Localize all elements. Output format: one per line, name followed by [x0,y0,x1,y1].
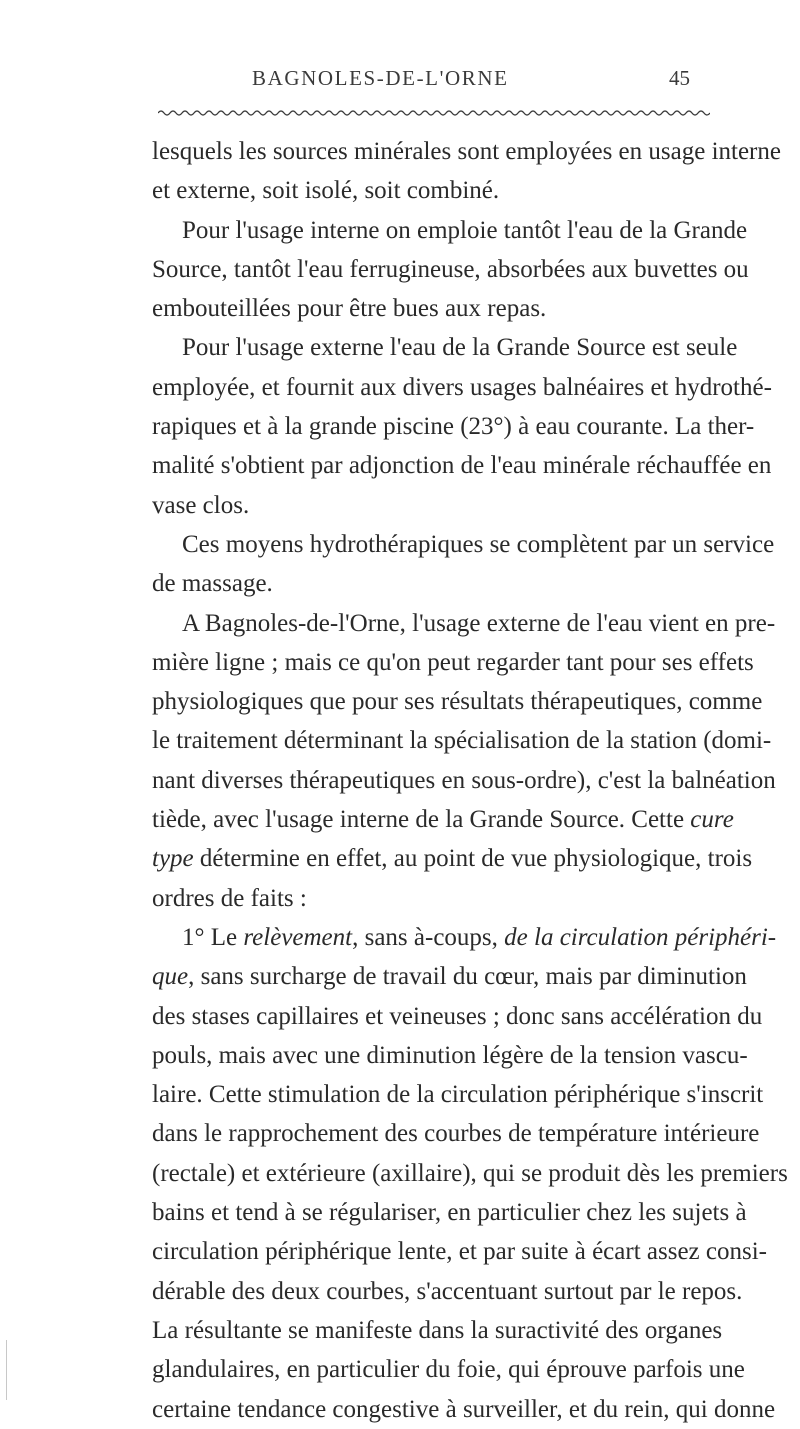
text-run: tiède, avec l'usage interne de la Grande Source. Cette [152,806,691,834]
text-line [152,132,781,171]
running-title: BAGNOLES-DE-L'ORNE [252,66,509,90]
text-run: des stases capillaires et veineuses ; donc sans accélération du [152,1002,763,1030]
text-line [152,171,712,210]
italic-text: cure [690,806,734,834]
text-run: Ces moyens hydrothérapiques se complètent par un service [182,530,775,558]
text-run: , sans à-coups, [352,923,505,951]
text-run: pouls, mais avec une diminution légère de la tension vascu- [152,1041,748,1069]
text-run: de massage. [152,570,273,598]
text-run: La résultante se manifeste dans la suractivité des organes [152,1316,723,1344]
text-line [152,1272,743,1311]
text-run: Pour l'usage externe l'eau de la Grande Source est seule [182,334,738,362]
running-head [0,66,800,106]
text-run: employée, et fournit aux divers usages balnéaires et hydrothé- [152,373,772,401]
body-text [152,132,788,1429]
text-run: 1° Le [182,923,244,951]
text-run: malité s'obtient par adjonction de l'eau minérale réchauffée en [152,452,772,480]
text-run: dérable des deux courbes, s'accentuant surtout par le repos. [152,1277,743,1305]
text-run: dans le rapprochement des courbes de température intérieure [152,1120,760,1148]
text-line [152,1232,767,1271]
text-line [152,1075,764,1114]
page-edge-mark [6,1340,7,1400]
decorative-rule [158,108,710,118]
text-line [152,289,712,328]
italic-text: type [152,845,194,873]
text-run: et externe, soit isolé, soit combiné. [152,177,500,205]
text-line [152,879,712,918]
text-run: mière ligne ; mais ce qu'on peut regarder tant pour ses effets [152,648,754,676]
text-line [152,800,734,839]
text-run: embouteillées pour être bues aux repas. [152,295,547,323]
text-line [152,250,749,289]
text-run: laire. Cette stimulation de la circulation périphérique s'inscrit [152,1081,764,1109]
text-line [152,721,772,760]
text-run: certaine tendance congestive à surveiller, et du rein, qui donne [152,1395,776,1423]
text-run: vase clos. [152,491,250,519]
page-number: 45 [669,66,690,90]
text-run: A Bagnoles-de-l'Orne, l'usage externe de l'eau vient en pre- [182,609,776,637]
text-run: lesquels les sources minérales sont employées en usage interne [152,138,781,165]
text-line [152,1311,723,1350]
text-line [152,761,776,800]
text-line [152,564,712,603]
text-run: glandulaires, en particulier du foie, qui éprouve parfois une [152,1356,745,1384]
text-line [152,682,763,721]
text-line [152,839,753,878]
text-run: rapiques et à la grande piscine (23°) à eau courante. La ther- [152,413,755,441]
text-run: détermine en effet, au point de vue physiologique, trois [193,845,753,873]
text-run: , sans surcharge de travail du cœur, mais par diminution [188,963,747,991]
text-line [152,1154,788,1193]
text-line [152,957,747,996]
text-run: physiologiques que pour ses résultats thérapeutiques, comme [152,688,763,716]
italic-text: que [152,963,189,991]
italic-text: relèvement [243,923,353,951]
text-line [152,918,777,957]
text-run: le traitement déterminant la spécialisation de la station (domi- [152,727,772,755]
text-line [152,1390,776,1429]
text-line [152,1036,748,1075]
text-line [152,643,754,682]
text-run: Source, tantôt l'eau ferrugineuse, absorbées aux buvettes ou [152,255,749,283]
text-line [152,407,755,446]
text-run: nant diverses thérapeutiques en sous-ordre), c'est la balnéation [152,766,776,794]
text-line [152,486,712,525]
text-run: circulation périphérique lente, et par suite à écart assez consi- [152,1238,767,1266]
text-line [152,1114,760,1153]
text-run: Pour l'usage interne on emploie tantôt l'eau de la Grande [182,216,748,244]
text-line [152,446,772,485]
text-line [152,525,775,564]
text-line [152,997,763,1036]
text-run: bains et tend à se régulariser, en particulier chez les sujets à [152,1199,747,1227]
text-run: ordres de faits : [152,884,307,912]
text-line [152,604,776,643]
text-run: (rectale) et extérieure (axillaire), qui se produit dès les premiers [152,1159,788,1187]
text-line [152,328,738,367]
text-line [152,368,772,407]
text-line [152,1193,747,1232]
italic-text: de la circulation périphéri- [504,923,777,951]
text-line [152,1350,745,1389]
text-line [152,211,748,250]
